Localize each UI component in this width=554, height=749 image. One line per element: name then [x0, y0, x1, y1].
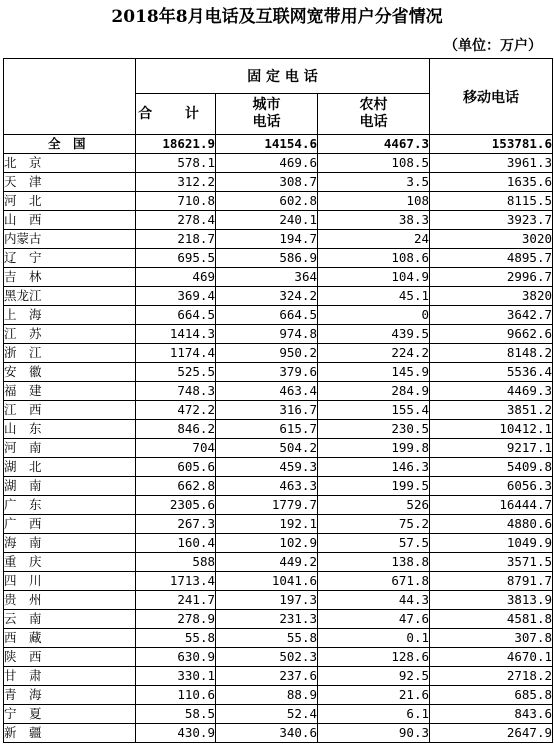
rural-cell: 92.5 — [318, 667, 430, 686]
mobile-cell: 9662.6 — [430, 325, 553, 344]
total-cell: 160.4 — [136, 534, 216, 553]
unit-label: （单位：万户） — [444, 38, 542, 54]
rural-header-line2: 电话 — [359, 114, 388, 130]
region-cell: 黑龙江 — [4, 287, 136, 306]
mobile-cell: 5536.4 — [430, 363, 553, 382]
total-cell: 110.6 — [136, 686, 216, 705]
region-cell: 海 南 — [4, 534, 136, 553]
region-cell: 重 庆 — [4, 553, 136, 572]
table-row — [4, 724, 553, 743]
region-cell: 内蒙古 — [4, 230, 136, 249]
rural-cell: 230.5 — [318, 420, 430, 439]
urban-cell: 237.6 — [216, 667, 318, 686]
rural-cell: 199.5 — [318, 477, 430, 496]
total-cell: 472.2 — [136, 401, 216, 420]
region-cell: 广 西 — [4, 515, 136, 534]
total-cell: 710.8 — [136, 192, 216, 211]
mobile-cell: 843.6 — [430, 705, 553, 724]
table-row — [4, 477, 553, 496]
mobile-cell: 153781.6 — [430, 135, 553, 154]
mobile-cell: 3923.7 — [430, 211, 553, 230]
mobile-cell: 1049.9 — [430, 534, 553, 553]
urban-cell: 469.6 — [216, 154, 318, 173]
mobile-cell: 685.8 — [430, 686, 553, 705]
table-row — [4, 249, 553, 268]
table-row — [4, 173, 553, 192]
urban-cell: 231.3 — [216, 610, 318, 629]
table-row — [4, 534, 553, 553]
table-row — [4, 154, 553, 173]
rural-cell: 38.3 — [318, 211, 430, 230]
mobile-cell: 4670.1 — [430, 648, 553, 667]
table-row — [4, 192, 553, 211]
total-cell: 630.9 — [136, 648, 216, 667]
urban-cell: 364 — [216, 268, 318, 287]
mobile-cell: 8148.2 — [430, 344, 553, 363]
table-row — [4, 287, 553, 306]
urban-cell: 974.8 — [216, 325, 318, 344]
urban-cell: 197.3 — [216, 591, 318, 610]
urban-cell: 308.7 — [216, 173, 318, 192]
urban-cell: 14154.6 — [216, 135, 318, 154]
rural-cell: 224.2 — [318, 344, 430, 363]
total-cell: 278.4 — [136, 211, 216, 230]
region-header-cell — [4, 59, 136, 135]
table-row — [4, 591, 553, 610]
total-cell: 1713.4 — [136, 572, 216, 591]
rural-cell: 108 — [318, 192, 430, 211]
rural-cell: 155.4 — [318, 401, 430, 420]
rural-cell: 21.6 — [318, 686, 430, 705]
urban-cell: 240.1 — [216, 211, 318, 230]
urban-cell: 88.9 — [216, 686, 318, 705]
mobile-cell: 3642.7 — [430, 306, 553, 325]
urban-header — [216, 94, 318, 135]
region-cell: 陕 西 — [4, 648, 136, 667]
urban-cell: 102.9 — [216, 534, 318, 553]
urban-header-line2: 电话 — [252, 114, 281, 130]
region-cell: 河 北 — [4, 192, 136, 211]
mobile-cell: 4895.7 — [430, 249, 553, 268]
total-cell: 18621.9 — [136, 135, 216, 154]
region-cell: 四 川 — [4, 572, 136, 591]
table-row — [4, 306, 553, 325]
mobile-cell: 4880.6 — [430, 515, 553, 534]
urban-cell: 459.3 — [216, 458, 318, 477]
rural-cell: 108.5 — [318, 154, 430, 173]
fixed-phone-header: 固 定 电 话 — [136, 59, 430, 94]
rural-cell: 0.1 — [318, 629, 430, 648]
table-row — [4, 553, 553, 572]
total-cell: 578.1 — [136, 154, 216, 173]
rural-cell: 128.6 — [318, 648, 430, 667]
page-title: 2018年8月电话及互联网宽带用户分省情况 — [111, 7, 443, 27]
region-cell: 湖 南 — [4, 477, 136, 496]
rural-cell: 44.3 — [318, 591, 430, 610]
region-cell: 山 西 — [4, 211, 136, 230]
total-cell: 369.4 — [136, 287, 216, 306]
total-cell: 469 — [136, 268, 216, 287]
mobile-cell: 2996.7 — [430, 268, 553, 287]
total-cell: 267.3 — [136, 515, 216, 534]
mobile-cell: 307.8 — [430, 629, 553, 648]
total-header — [136, 94, 216, 135]
mobile-cell: 1635.6 — [430, 173, 553, 192]
rural-cell: 671.8 — [318, 572, 430, 591]
urban-cell: 192.1 — [216, 515, 318, 534]
rural-cell: 199.8 — [318, 439, 430, 458]
table-row — [4, 629, 553, 648]
urban-cell: 602.8 — [216, 192, 318, 211]
rural-cell: 138.8 — [318, 553, 430, 572]
rural-cell: 284.9 — [318, 382, 430, 401]
urban-cell: 52.4 — [216, 705, 318, 724]
mobile-cell: 2647.9 — [430, 724, 553, 743]
rural-cell: 75.2 — [318, 515, 430, 534]
table-row — [4, 667, 553, 686]
table-row-total — [4, 135, 553, 154]
rural-cell: 0 — [318, 306, 430, 325]
rural-cell: 4467.3 — [318, 135, 430, 154]
total-cell: 278.9 — [136, 610, 216, 629]
rural-cell: 439.5 — [318, 325, 430, 344]
total-cell: 748.3 — [136, 382, 216, 401]
table-row — [4, 325, 553, 344]
mobile-cell: 8115.5 — [430, 192, 553, 211]
region-cell: 云 南 — [4, 610, 136, 629]
table-row — [4, 268, 553, 287]
region-cell: 广 东 — [4, 496, 136, 515]
total-cell: 525.5 — [136, 363, 216, 382]
table-row — [4, 382, 553, 401]
region-cell: 天 津 — [4, 173, 136, 192]
rural-cell: 526 — [318, 496, 430, 515]
table-row — [4, 420, 553, 439]
urban-cell: 502.3 — [216, 648, 318, 667]
urban-cell: 463.3 — [216, 477, 318, 496]
table-row — [4, 363, 553, 382]
mobile-cell: 3571.5 — [430, 553, 553, 572]
table-row — [4, 439, 553, 458]
region-cell: 河 南 — [4, 439, 136, 458]
region-cell: 吉 林 — [4, 268, 136, 287]
total-header-label: 合 计 — [138, 105, 213, 122]
table-row — [4, 572, 553, 591]
urban-cell: 950.2 — [216, 344, 318, 363]
total-cell: 588 — [136, 553, 216, 572]
urban-cell: 504.2 — [216, 439, 318, 458]
urban-cell: 55.8 — [216, 629, 318, 648]
table-row — [4, 496, 553, 515]
total-cell: 430.9 — [136, 724, 216, 743]
table-body — [4, 135, 553, 743]
mobile-header: 移动电话 — [430, 59, 553, 135]
region-cell: 上 海 — [4, 306, 136, 325]
urban-cell: 664.5 — [216, 306, 318, 325]
table-row — [4, 705, 553, 724]
mobile-cell: 9217.1 — [430, 439, 553, 458]
table-row — [4, 610, 553, 629]
rural-cell: 24 — [318, 230, 430, 249]
rural-cell: 45.1 — [318, 287, 430, 306]
total-cell: 330.1 — [136, 667, 216, 686]
rural-cell: 90.3 — [318, 724, 430, 743]
mobile-cell: 3851.2 — [430, 401, 553, 420]
region-cell: 辽 宁 — [4, 249, 136, 268]
region-cell: 浙 江 — [4, 344, 136, 363]
region-cell: 全 国 — [4, 135, 136, 154]
table-row — [4, 344, 553, 363]
mobile-cell: 4581.8 — [430, 610, 553, 629]
rural-cell: 57.5 — [318, 534, 430, 553]
urban-cell: 194.7 — [216, 230, 318, 249]
region-cell: 贵 州 — [4, 591, 136, 610]
mobile-cell: 4469.3 — [430, 382, 553, 401]
total-cell: 58.5 — [136, 705, 216, 724]
urban-cell: 463.4 — [216, 382, 318, 401]
mobile-cell: 3020 — [430, 230, 553, 249]
rural-cell: 108.6 — [318, 249, 430, 268]
mobile-cell: 3813.9 — [430, 591, 553, 610]
rural-cell: 3.5 — [318, 173, 430, 192]
table-row — [4, 230, 553, 249]
rural-cell: 47.6 — [318, 610, 430, 629]
urban-cell: 340.6 — [216, 724, 318, 743]
mobile-cell: 16444.7 — [430, 496, 553, 515]
region-cell: 安 徽 — [4, 363, 136, 382]
rural-cell: 145.9 — [318, 363, 430, 382]
urban-cell: 449.2 — [216, 553, 318, 572]
urban-cell: 586.9 — [216, 249, 318, 268]
urban-header-line1: 城市 — [252, 97, 281, 113]
total-cell: 664.5 — [136, 306, 216, 325]
urban-cell: 379.6 — [216, 363, 318, 382]
table-row — [4, 401, 553, 420]
region-cell: 甘 肃 — [4, 667, 136, 686]
total-cell: 241.7 — [136, 591, 216, 610]
region-cell: 西 藏 — [4, 629, 136, 648]
total-cell: 662.8 — [136, 477, 216, 496]
table-row — [4, 686, 553, 705]
region-cell: 宁 夏 — [4, 705, 136, 724]
region-cell: 青 海 — [4, 686, 136, 705]
total-cell: 846.2 — [136, 420, 216, 439]
table-row — [4, 211, 553, 230]
region-cell: 北 京 — [4, 154, 136, 173]
mobile-cell: 6056.3 — [430, 477, 553, 496]
total-cell: 218.7 — [136, 230, 216, 249]
total-cell: 704 — [136, 439, 216, 458]
mobile-cell: 5409.8 — [430, 458, 553, 477]
mobile-cell: 3820 — [430, 287, 553, 306]
total-cell: 1414.3 — [136, 325, 216, 344]
total-cell: 55.8 — [136, 629, 216, 648]
mobile-cell: 2718.2 — [430, 667, 553, 686]
rural-header-line1: 农村 — [359, 97, 388, 113]
region-cell: 山 东 — [4, 420, 136, 439]
total-cell: 2305.6 — [136, 496, 216, 515]
rural-cell: 6.1 — [318, 705, 430, 724]
region-cell: 江 西 — [4, 401, 136, 420]
region-cell: 江 苏 — [4, 325, 136, 344]
rural-cell: 104.9 — [318, 268, 430, 287]
region-cell: 福 建 — [4, 382, 136, 401]
table-row — [4, 648, 553, 667]
urban-cell: 1779.7 — [216, 496, 318, 515]
mobile-cell: 10412.1 — [430, 420, 553, 439]
rural-cell: 146.3 — [318, 458, 430, 477]
region-cell: 新 疆 — [4, 724, 136, 743]
total-cell: 605.6 — [136, 458, 216, 477]
urban-cell: 1041.6 — [216, 572, 318, 591]
total-cell: 695.5 — [136, 249, 216, 268]
total-cell: 312.2 — [136, 173, 216, 192]
region-cell: 湖 北 — [4, 458, 136, 477]
rural-header — [318, 94, 430, 135]
urban-cell: 615.7 — [216, 420, 318, 439]
data-table — [3, 58, 553, 743]
urban-cell: 324.2 — [216, 287, 318, 306]
mobile-cell: 8791.7 — [430, 572, 553, 591]
mobile-cell: 3961.3 — [430, 154, 553, 173]
total-cell: 1174.4 — [136, 344, 216, 363]
table-row — [4, 515, 553, 534]
urban-cell: 316.7 — [216, 401, 318, 420]
table-row — [4, 458, 553, 477]
